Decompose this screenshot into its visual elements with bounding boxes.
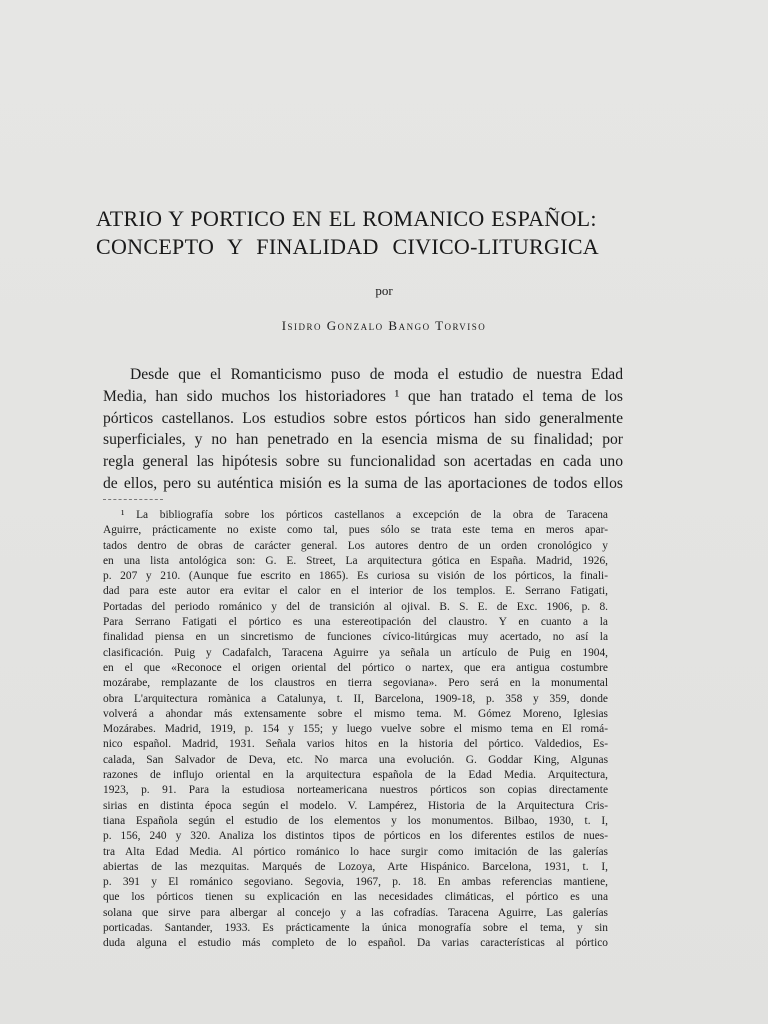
body-line: pórticos castellanos. Los estudios sobre estos pórticos han sido generalmente — [103, 409, 623, 427]
footnote-line: Portadas del periodo románico y del de transición al ojival. B. S. E. de Exc. 1906, p. 8. — [103, 600, 608, 613]
footnote-line: porticadas. Santander, 1933. Es prácticamente la única monografía sobre el tema, y sin — [103, 922, 608, 935]
footnote-line: ¹ La bibliografía sobre los pórticos castellanos a excepción de la obra de Taracena — [121, 509, 608, 521]
footnote-line: p. 207 y 210. (Aunque fue escrito en 1865). Es curiosa su visión de los pórticos, la finali- — [103, 570, 608, 583]
footnote-line: p. 391 y El románico segoviano. Segovia, 1967, p. 18. En ambas referencias mantiene, — [103, 876, 608, 889]
footnote-line: finalidad piensa en un sincretismo de funciones cívico-litúrgicas muy acertado, no así la — [103, 631, 608, 644]
author-name: Isidro Gonzalo Bango Torviso — [281, 318, 487, 333]
footnote-line: clasificación. Puig y Cadafalch, Taracena Aguirre ya señala un artículo de Puig en 1904, — [103, 646, 608, 659]
footnote-line: p. 156, 240 y 320. Analiza los distintos tipos de pórticos en los diferentes estilos de nues- — [103, 830, 608, 843]
footnote-line: volverá a ahondar más extensamente sobre el mismo tema. M. Gómez Moreno, Iglesias — [103, 707, 608, 720]
footnote-line: tiana Española según el estudio de los elementos y los monumentos. Bilbao, 1930, t. I, — [103, 814, 608, 827]
footnote-line: en el que «Reconoce el origen oriental del pórtico o nartex, que era antigua costumbre — [103, 661, 608, 674]
body-line: regla general las hipótesis sobre su funcionalidad son acertadas en cada uno — [103, 453, 623, 471]
body-paragraph — [103, 364, 623, 495]
footnote-line: duda alguna el estudio más completo de lo español. Da varias características al pórtico — [103, 937, 608, 950]
body-line: de ellos, pero su auténtica misión es la suma de las aportaciones de todos ellos — [103, 474, 623, 492]
body-line: Desde que el Romanticismo puso de moda el estudio de nuestra Edad — [130, 366, 623, 383]
footnote-line: en una lista antológica son: G. E. Street, La arquitectura gótica en España. Madrid, 1926, — [103, 554, 608, 567]
footnote-line: Mozárabes. Madrid, 1919, p. 154 y 155; y luego vuelve sobre el mismo tema en El romá- — [103, 723, 608, 736]
footnote-line: abiertas de las mezquitas. Marqués de Lozoya, Arte Hispánico. Barcelona, 1931, t. I, — [103, 860, 608, 873]
footnote-line: razones de influjo oriental en la arquitectura española de la Edad Media. Arquitectura, — [103, 769, 608, 782]
footnote-line: tra Alta Edad Media. Al pórtico románico lo hace surgir como imitación de las galerías — [103, 845, 608, 858]
body-line: superficiales, y no han penetrado en la esencia misma de su finalidad; por — [103, 431, 623, 449]
footnote-line: nico español. Madrid, 1931. Señala varios hitos en la historia del pórtico. Valdedios, Es- — [103, 738, 608, 751]
footnote-line: sirias en distinta época según el modelo. V. Lampérez, Historia de la Arquitectura Cris- — [103, 799, 608, 812]
footnote-line: Para Serrano Fatigati el pórtico es una estereotipación del claustro. Y en cuanto a la — [103, 616, 608, 629]
footnote-line: Aguirre, prácticamente no existe como tal, pues sólo se trata este tema en meros apar- — [103, 524, 608, 537]
footnote-separator — [103, 499, 163, 500]
footnote-line: tados dentro de obras de carácter general. Los autores dentro de un orden cronológico y — [103, 539, 608, 552]
article-title-line-2: CONCEPTO Y FINALIDAD CIVICO-LITURGICA — [96, 234, 599, 259]
footnote-block — [103, 508, 608, 952]
footnote-line: dad para este autor era evitar el calor en el interior de los templos. E. Serrano Fatigati, — [103, 585, 608, 598]
footnote-line: mozárabe, remplazante de los claustros en tierra segoviana». Pero será en la monumental — [103, 677, 608, 690]
footnote-line: solana que sirve para albergar al concejo y a las cofradías. Taracena Aguirre, Las galerías — [103, 906, 608, 919]
body-line: Media, han sido muchos los historiadores ¹ que han tratado el tema de los — [103, 387, 623, 405]
footnote-line: calada, San Salvador de Deva, etc. No marca una evolución. G. Goddar King, Algunas — [103, 753, 608, 766]
footnote-line: 1923, p. 91. Para la estudiosa norteamericana nuestros pórticos son copias directamente — [103, 784, 608, 797]
footnote-line: obra L'arquitectura romànica a Catalunya, t. II, Barcelona, 1909-18, p. 358 y 359, donde — [103, 692, 608, 705]
footnote-line: que los pórticos tienen su explicación en las necesidades climáticas, el pórtico es una — [103, 891, 608, 904]
byline-por: por — [375, 283, 393, 298]
article-title-line-1: ATRIO Y PORTICO EN EL ROMANICO ESPAÑOL: — [96, 206, 597, 231]
